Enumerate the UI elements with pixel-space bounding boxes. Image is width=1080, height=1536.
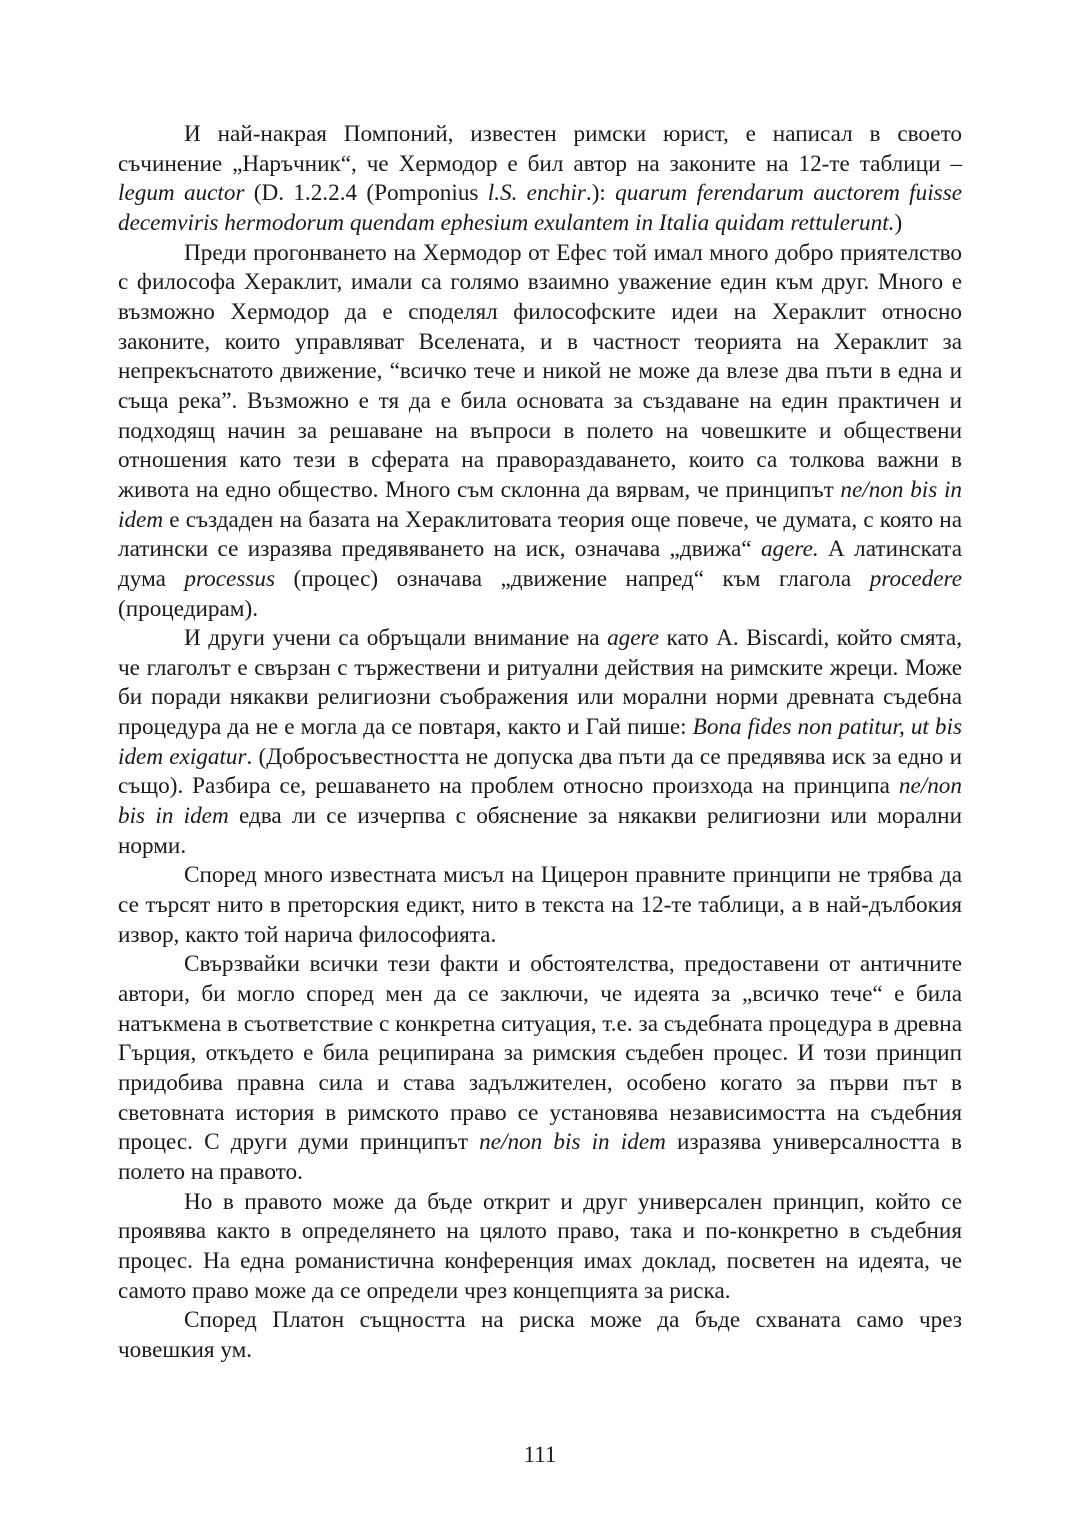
text-run: като A. Biscardi, който смята, че глаголът е свързан с тържествени и ритуални действия на римските жреци. Може би поради някакви религиозни съображения или морални норми древната съдебна процедура да не е могла да се повтаря, както и Гай пише: [118, 625, 962, 741]
italic-text: processus [184, 565, 275, 592]
italic-text: ne/non bis in idem [479, 1129, 666, 1156]
italic-text: ne/non bis in idem [118, 476, 962, 533]
text-run: Свързвайки всички тези факти и обстоятелства, предоставени от античните автори, би могло според мен да се заключи, че идеята за „всичко тече“ е била натъкмена в съответствие с конкретна ситуация, т.е. за съдебната процедура в древна Гърция, откъдето е била реципирана за римския съдебен процес. И този принцип придобива правна сила и става задължителен, особено когато за първи път в световната история в римското право се установява независимостта на съдебния процес. С други думи принципът [118, 951, 962, 1156]
paragraph [118, 120, 962, 239]
paragraph [118, 950, 962, 1187]
italic-text: agere [607, 625, 659, 652]
text-run: е създаден на базата на Хераклитовата теория още повече, че думата, с която на латински се изразява предявяването на иск, означава „движа“ [118, 506, 962, 563]
text-run: едва ли се изчерпва с обяснение за някакви религиозни или морални норми. [118, 803, 962, 859]
paragraph [118, 239, 962, 625]
text-run: Преди прогонването на Хермодор от Ефес той имал много добро приятелство с философа Хераклит, имали са голямо взаимно уважение един към друг. Много е възможно Хермодор да е споделял философските идеи на Хераклит относно законите, които управляват Вселената, и в частност теорията на Хераклит за непрекъснатото движение, “всичко тече и никой не може да влезе два пъти в една и съща река”. Възможно е тя да е била основата за създаване на един практичен и подходящ начин за решаване на въпроси в полето на човешките и обществени отношения като тези в сферата на правораздаването, които са толкова важни в живота на едно общество. Много съм склонна да вярвам, че принципът [118, 239, 962, 503]
text-run: Според Платон същността на риска може да бъде схваната само чрез човешкия ум. [118, 1307, 962, 1363]
text-run: Но в правото може да бъде открит и друг универсален принцип, който се проявява както в определянето на цялото право, така и по-конкретно в съдебния процес. На една романистична конференция имах доклад, посветен на идеята, че самото право може да се определи чрез концепцията за риска. [118, 1188, 962, 1304]
italic-text: procedere [869, 565, 962, 592]
text-run: И най-накрая Помпоний, известен римски юрист, е написал в своето съчинение „Наръчник“, че Хермодор е бил автор на законите на 12-те таблици – [118, 121, 962, 177]
text-run: ) [894, 209, 903, 236]
italic-text: quarum ferendarum auctorem fuisse decemviris hermodorum quendam ephesium exulantem in Italia quidam rettulerunt. [118, 180, 963, 236]
italic-text: agere. [760, 536, 819, 563]
text-run: И други учени са обръщали внимание на [184, 625, 608, 652]
italic-text: Bona fides non patitur, ut bis idem exigatur [118, 714, 962, 770]
text-run: .): [585, 180, 616, 207]
paragraph [118, 624, 962, 861]
text-run: . (Добросъвестността не допуска два пъти да се предявява иск за едно и също). Разбира се, решаването на проблем относно произхода на принципа [118, 743, 962, 800]
text-run: (процедирам). [118, 595, 258, 622]
italic-text: l.S. enchir [487, 180, 586, 207]
body-text [118, 120, 962, 1366]
text-run: (процес) означава „движение напред“ към глагола [275, 565, 870, 592]
paragraph [118, 1306, 962, 1365]
text-run: (D. 1.2.2.4 (Pomponius [244, 180, 488, 207]
italic-text: ne/non bis in idem [118, 773, 962, 830]
text-run: Според много известната мисъл на Цицерон правните принципи не трябва да се търсят нито в преторския едикт, нито в текста на 12-те таблици, а в най-дълбокия извор, както той нарича философията. [118, 862, 962, 948]
page-number: 111 [523, 1442, 557, 1467]
paragraph [118, 861, 962, 950]
paragraph [118, 1188, 962, 1307]
text-run: А латинската дума [118, 536, 962, 592]
text-run: изразява универсалността в полето на правото. [118, 1129, 962, 1185]
italic-text: legum auctor [118, 180, 245, 207]
